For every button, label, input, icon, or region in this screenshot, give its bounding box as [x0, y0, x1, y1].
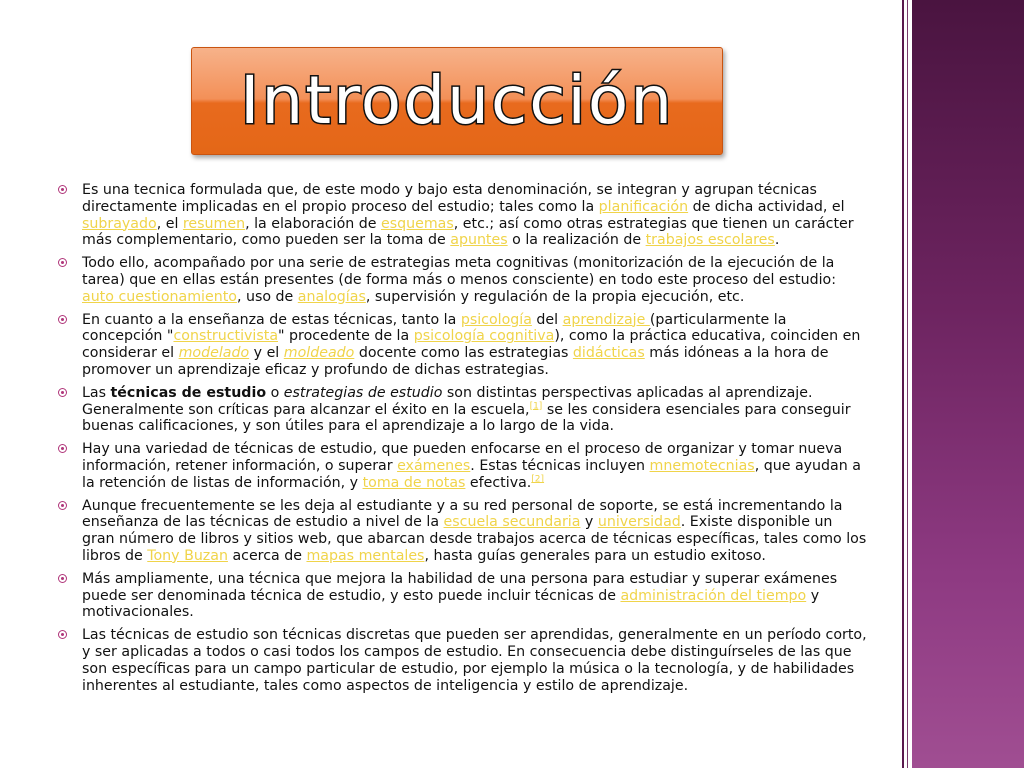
text-link[interactable]: auto cuestionamiento — [82, 288, 237, 305]
bullet-icon — [58, 185, 67, 194]
text-run: . — [774, 232, 780, 249]
title-banner — [191, 47, 723, 155]
bullet-icon — [58, 501, 67, 510]
text-run: . Estas técnicas incluyen — [470, 457, 650, 474]
text-link[interactable]: [2] — [531, 474, 545, 485]
text-run: . Existe disponible un gran número de libros y sitios web, que abarcan desde trabajos acerca de técnicas específicas, tales como los libros de — [82, 514, 867, 564]
text-link[interactable]: universidad — [597, 514, 681, 531]
text-run: (particularmente la concepción " — [82, 311, 787, 345]
text-link[interactable]: aprendizaje — [562, 311, 650, 328]
text-link[interactable]: Tony Buzan — [147, 547, 228, 564]
text-link[interactable]: resumen — [182, 215, 246, 232]
text-run: o la realización de — [507, 232, 646, 249]
side-divider-line — [902, 0, 904, 768]
bullet-item — [58, 571, 868, 621]
text-run: técnicas de estudio — [110, 384, 267, 401]
text-link[interactable]: mnemotecnias — [649, 457, 755, 474]
text-link[interactable]: constructivista — [173, 328, 279, 345]
text-run: , etc.; así como otras estrategias que tienen un carácter más complementario, como pueden ser la toma de — [82, 215, 854, 249]
text-run: , supervisión y regulación de la propia ejecución, etc. — [365, 288, 745, 305]
text-run: ), como la práctica educativa, coinciden en considerar el — [82, 328, 861, 362]
text-link[interactable]: psicología cognitiva — [413, 328, 555, 345]
text-run: más idóneas a la hora de promover un aprendizaje eficaz y profundo de dichas estrategias. — [82, 345, 829, 378]
text-run: , la elaboración de — [245, 215, 382, 232]
bullet-icon — [58, 444, 67, 453]
text-link[interactable]: didácticas — [572, 345, 645, 362]
text-run: docente como las estrategias — [354, 345, 573, 362]
bullet-icon — [58, 574, 67, 583]
bullet-item — [58, 498, 868, 565]
text-link[interactable]: esquemas — [381, 215, 454, 232]
text-run: Las técnicas de estudio son técnicas discretas que pueden ser aprendidas, generalmente en un período corto, y ser aplicadas a todos o casi todos los campos de estudio. En consecuencia debe distinguírseles de las que son específicas para un campo particular de estudio, por ejemplo la música o la tecnología, y de habilidades inherentes al estudiante, tales como aspectos de inteligencia y estilo de aprendizaje. — [82, 627, 867, 694]
text-run: y el — [249, 345, 284, 362]
bullet-item — [58, 182, 868, 249]
text-link[interactable]: moldeado — [283, 345, 355, 362]
text-link[interactable]: [1] — [529, 400, 543, 411]
text-link[interactable]: administración del tiempo — [620, 587, 807, 604]
text-link[interactable]: analogías — [297, 288, 366, 305]
text-link[interactable]: mapas mentales — [306, 547, 425, 564]
text-link[interactable]: planificación — [598, 198, 689, 215]
citation-superscript — [531, 474, 544, 484]
text-run: del — [531, 311, 563, 328]
text-link[interactable]: escuela secundaria — [443, 514, 581, 531]
slide-title: Introducción — [239, 62, 675, 139]
bullet-item — [58, 441, 868, 491]
text-link[interactable]: apuntes — [450, 232, 508, 249]
text-link[interactable]: toma de notas — [362, 474, 466, 491]
text-link[interactable]: psicología — [460, 311, 532, 328]
text-run: , hasta guías generales para un estudio exitoso. — [424, 547, 766, 564]
text-run: Hay una variedad de técnicas de estudio, que pueden enfocarse en el proceso de organizar y tomar nueva información, retener información, o superar — [82, 441, 843, 474]
text-link[interactable]: trabajos escolares — [645, 232, 775, 249]
text-run: estrategias de estudio — [283, 384, 443, 401]
slide-content — [58, 182, 868, 700]
text-link[interactable]: subrayado — [82, 215, 157, 232]
text-run: de dicha actividad, el — [688, 198, 845, 215]
text-run: Más ampliamente, una técnica que mejora la habilidad de una persona para estudiar y superar exámenes puede ser denominada técnica de estudio, y esto puede incluir técnicas de — [82, 570, 838, 604]
text-run: Las — [82, 384, 111, 401]
bullet-icon — [58, 315, 67, 324]
bullet-item — [58, 385, 868, 435]
text-run: Todo ello, acompañado por una serie de estrategias meta cognitivas (monitorización de la ejecución de la tarea) que en ellas están presentes (de forma más o menos consciente) en todo este proceso del estudio: — [82, 255, 836, 288]
bullet-item — [58, 255, 868, 305]
text-run: efectiva. — [465, 474, 532, 491]
bullet-icon — [58, 388, 67, 397]
bullet-item — [58, 312, 868, 379]
text-run: se les considera esenciales para conseguir buenas calificaciones, y son útiles para el aprendizaje a lo largo de la vida. — [82, 401, 851, 435]
text-run: , que ayudan a la retención de listas de información, y — [82, 457, 861, 491]
text-run: o — [266, 384, 284, 401]
text-link[interactable]: modelado — [178, 345, 250, 362]
text-run: " procedente de la — [278, 328, 414, 345]
text-run: y — [580, 514, 598, 531]
decorative-side-bar — [912, 0, 1024, 768]
bullet-list — [58, 182, 868, 694]
text-run: En cuanto a la enseñanza de estas técnicas, tanto la — [82, 311, 461, 328]
citation-superscript — [530, 401, 543, 411]
text-run: , el — [156, 215, 183, 232]
text-run: acerca de — [227, 547, 307, 564]
bullet-icon — [58, 630, 67, 639]
text-run: Aunque frecuentemente se les deja al estudiante y a su red personal de soporte, se está incrementando la enseñanza de las técnicas de estudio a nivel de la — [82, 497, 843, 531]
text-run: Es una tecnica formulada que, de este modo y bajo esta denominación, se integran y agrupan técnicas directamente implicadas en el propio proceso del estudio; tales como la — [82, 182, 817, 215]
side-divider-line-thin — [907, 0, 908, 768]
bullet-item — [58, 627, 868, 694]
text-run: son distintas perspectivas aplicadas al aprendizaje. Generalmente son críticas para alcanzar el éxito en la escuela, — [82, 384, 813, 418]
text-run: y motivacionales. — [82, 587, 820, 621]
text-link[interactable]: exámenes — [397, 457, 471, 474]
text-run: , uso de — [236, 288, 298, 305]
bullet-icon — [58, 258, 67, 267]
